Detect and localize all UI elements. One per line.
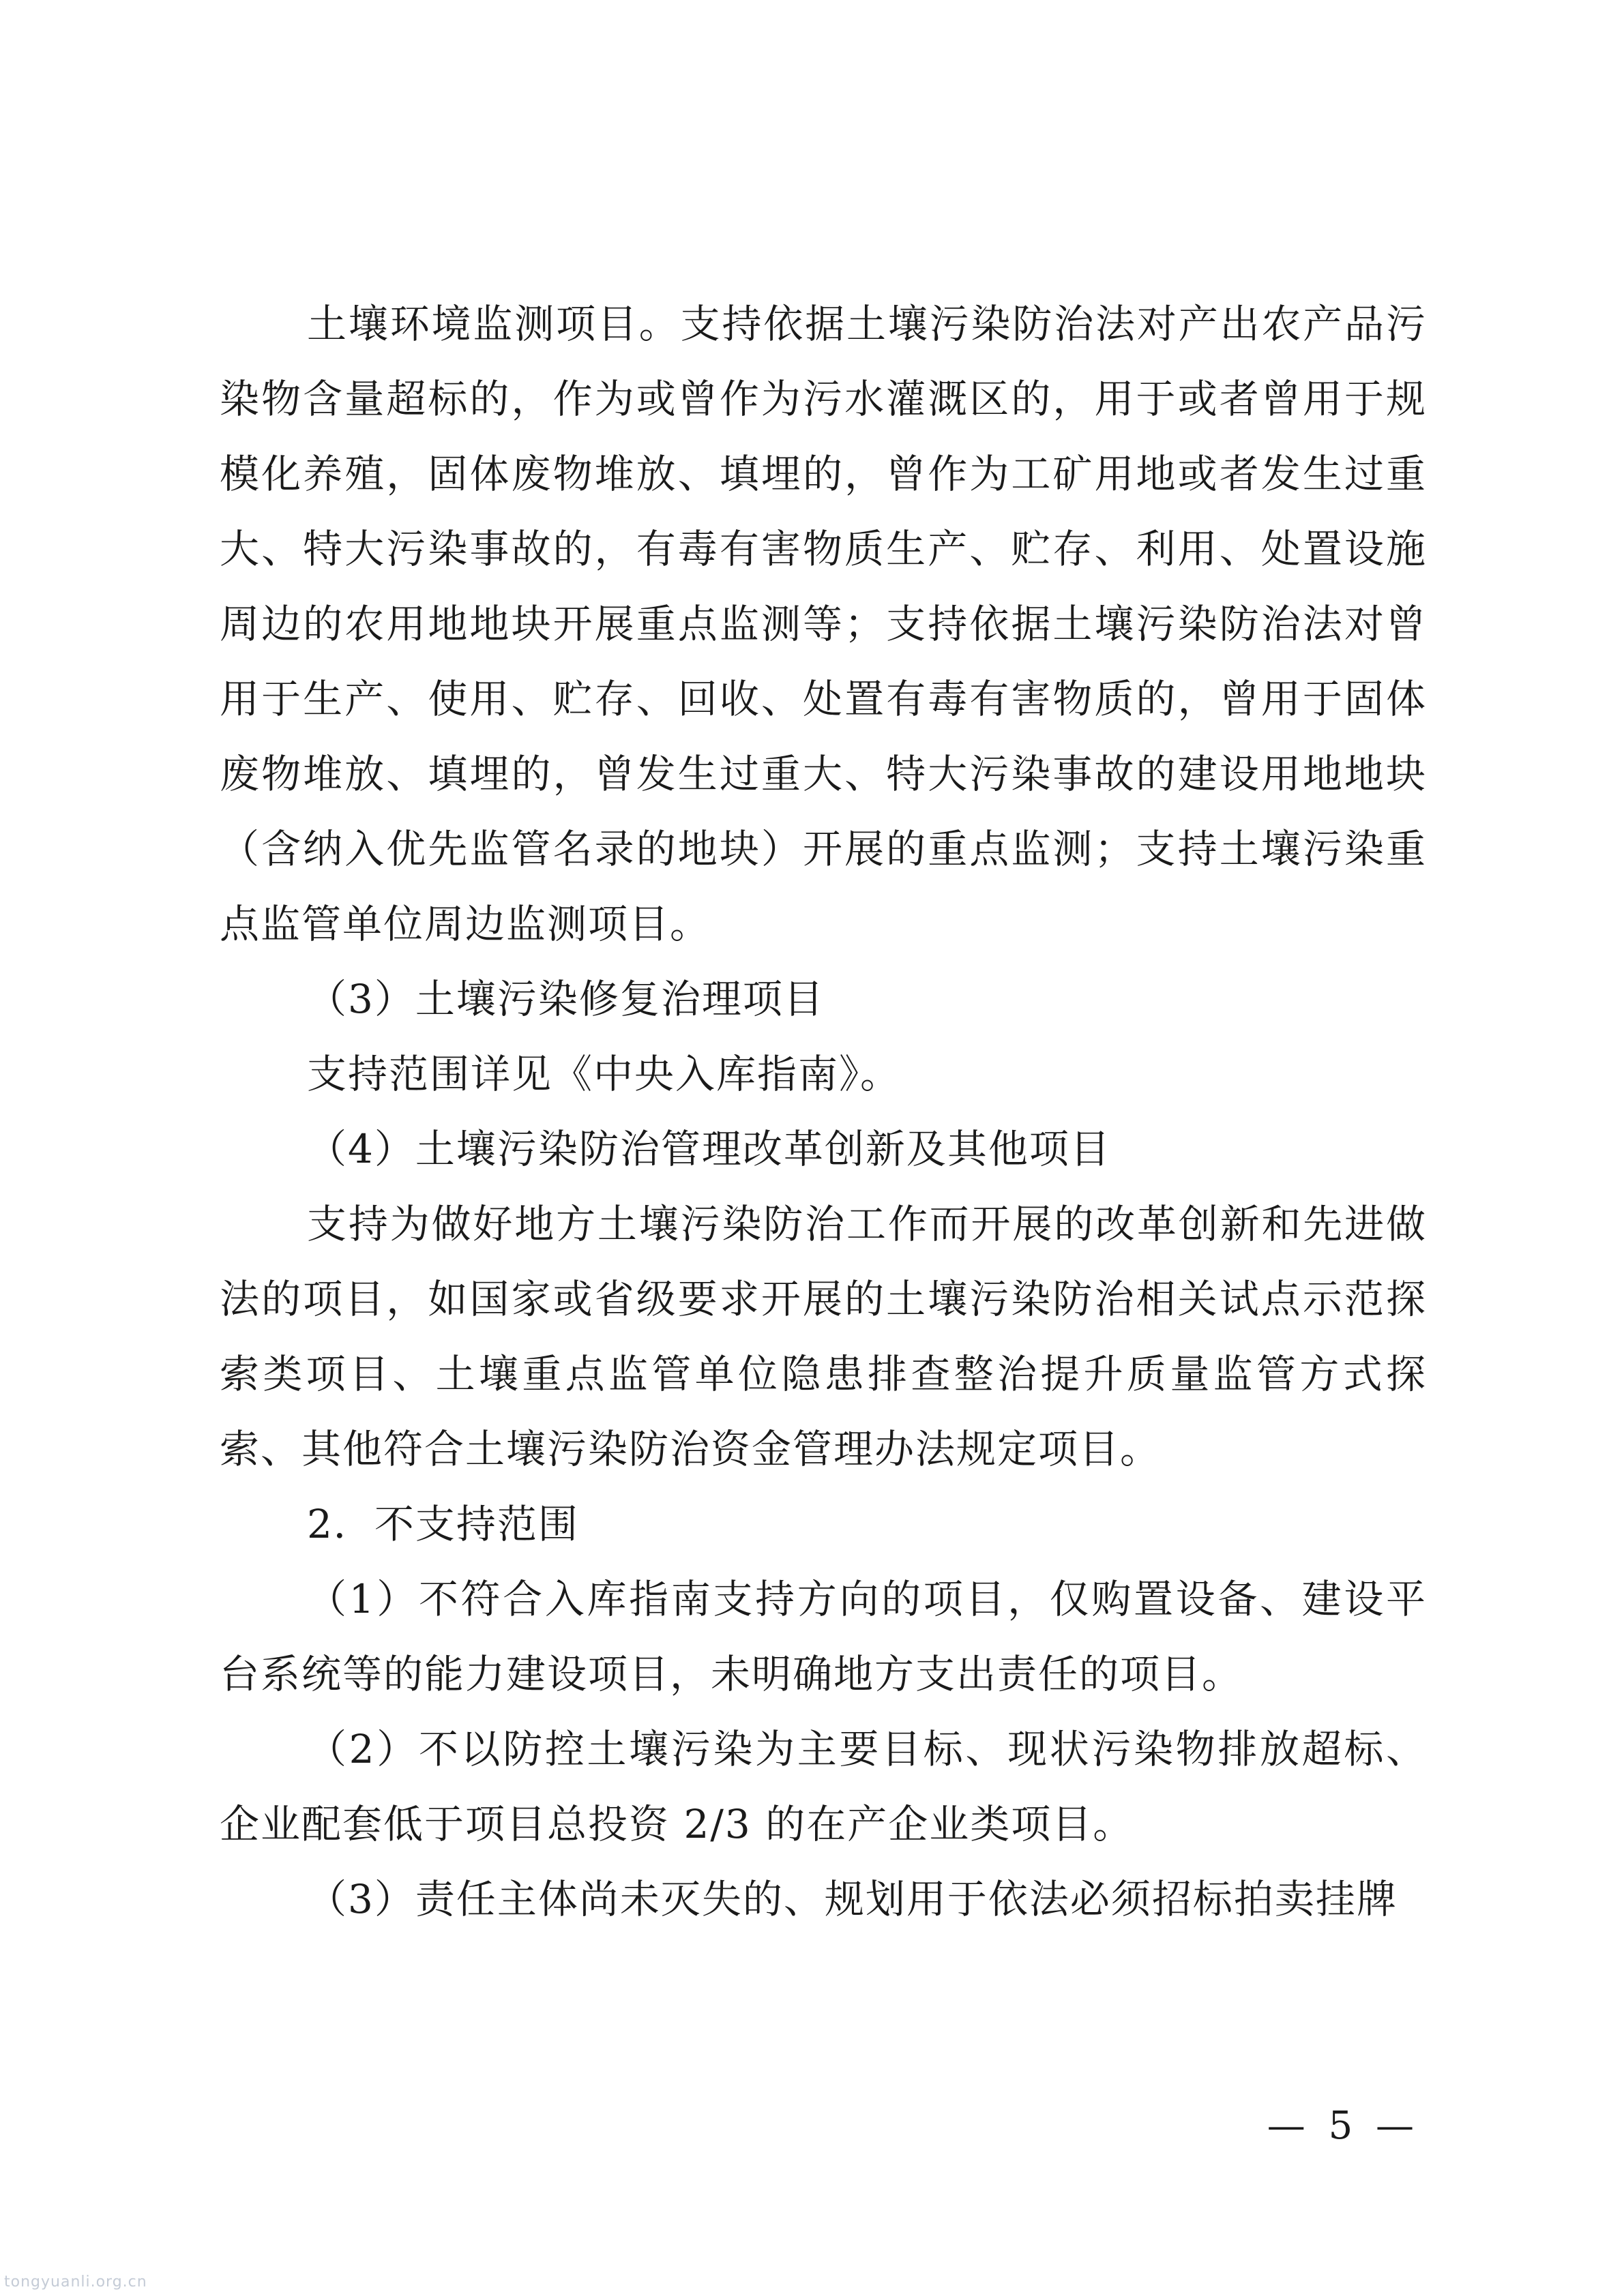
page-number: — 5 — [1267, 2104, 1419, 2148]
paragraph-soil-monitoring: 土壤环境监测项目。支持依据土壤污染防治法对产出农产品污染物含量超标的，作为或曾作为污水灌溉区的，用于或者曾用于规模化养殖，固体废物堆放、填埋的，曾作为工矿用地或者发生过重大、特大污染事故的，有毒有害物质生产、贮存、利用、处置设施周边的农用地地块开展重点监测等；支持依据土壤污染防治法对曾用于生产、使用、贮存、回收、处置有毒有害物质的，曾用于固体废物堆放、填埋的，曾发生过重大、特大污染事故的建设用地地块（含纳入优先监管名录的地块）开展的重点监测；支持土壤污染重点监管单位周边监测项目。 [220, 301, 1427, 947]
heading-reform-innovation: （4）土壤污染防治管理改革创新及其他项目 [307, 1126, 1111, 1172]
paragraph-unsupported-1: （1）不符合入库指南支持方向的项目，仅购置设备、建设平台系统等的能力建设项目，未明确地方支出责任的项目。 [220, 1576, 1427, 1697]
heading-remediation-project: （3）土壤污染修复治理项目 [307, 976, 825, 1022]
paragraph-reform-innovation: 支持为做好地方土壤污染防治工作而开展的改革创新和先进做法的项目，如国家或省级要求开展的土壤污染防治相关试点示范探索类项目、土壤重点监管单位隐患排查整治提升质量监管方式探索、其他符合土壤污染防治资金管理办法规定项目。 [220, 1201, 1427, 1472]
document-body [220, 286, 1427, 1937]
paragraph-unsupported-3: （3）责任主体尚未灭失的、规划用于依法必须招标拍卖挂牌 [307, 1876, 1398, 1922]
paragraph-support-scope: 支持范围详见《中央入库指南》。 [307, 1051, 902, 1097]
paragraph-unsupported-2: （2）不以防控土壤污染为主要目标、现状污染物排放超标、企业配套低于项目总投资 2/3 的在产企业类项目。 [220, 1726, 1427, 1847]
watermark: tongyuanli.org.cn [4, 2273, 147, 2291]
heading-unsupported-scope: 2．不支持范围 [307, 1501, 579, 1547]
